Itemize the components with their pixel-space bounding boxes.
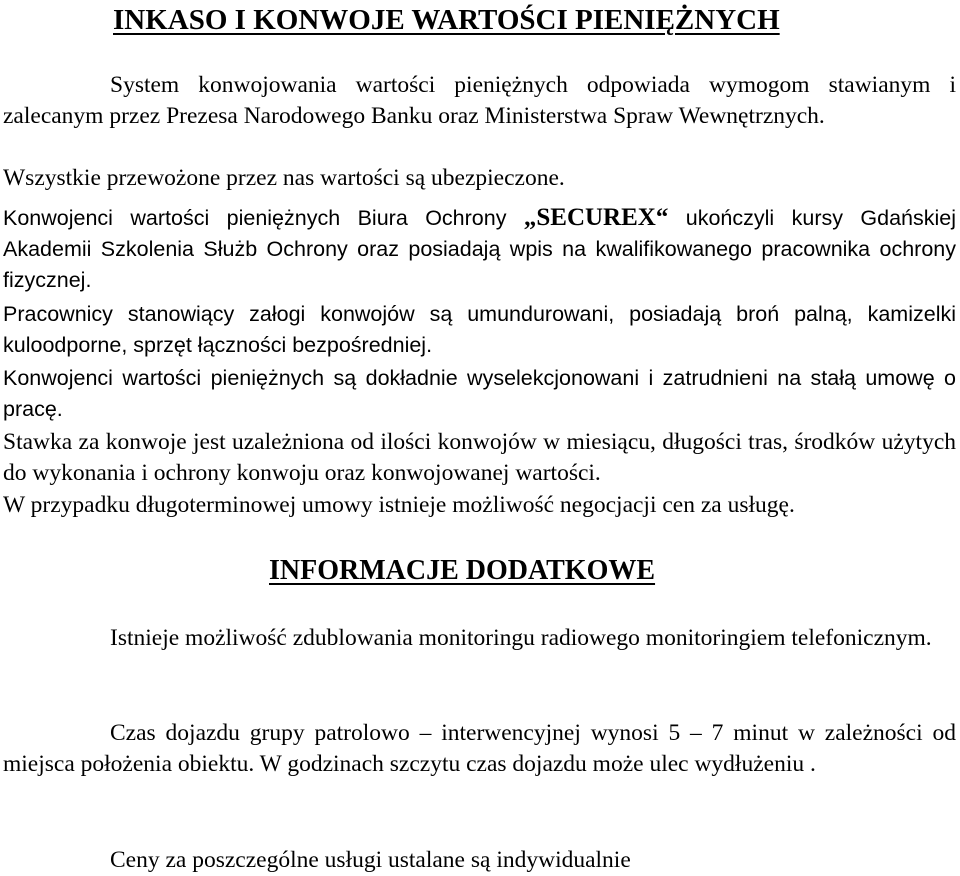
paragraph-insurance: Wszystkie przewożone przez nas wartości są ubezpieczone. bbox=[3, 165, 565, 191]
paragraph-individual-prices: Ceny za poszczególne usługi ustalane są indywidualnie bbox=[110, 847, 631, 873]
paragraph-negotiation: W przypadku długoterminowej umowy istnieje możliwość negocjacji cen za usługę. bbox=[3, 492, 795, 518]
paragraph-training-text-end: ukończyli kursy Gdańskiej Akademii Szkolenia Służb Ochrony oraz posiadają wpis na kwalifikowanego pracownika ochrony fizycznej. bbox=[3, 206, 956, 292]
paragraph-training bbox=[3, 202, 956, 296]
paragraph-standards: System konwojowania wartości pieniężnych odpowiada wymogom stawianym i zalecanym przez Prezesa Narodowego Banku oraz Ministerstwa Spraw Wewnętrznych. bbox=[3, 72, 956, 129]
brand-name: „SECUREX“ bbox=[523, 204, 669, 231]
paragraph-training-text-start: Konwojenci wartości pieniężnych Biura Ochrony bbox=[3, 206, 524, 230]
paragraph-equipment: Pracownicy stanowiący załogi konwojów są umundurowani, posiadają broń palną, kamizelki kuloodporne, sprzęt łączności bezpośredniej. bbox=[3, 302, 956, 357]
paragraph-monitoring: Istnieje możliwość zdublowania monitoringu radiowego monitoringiem telefonicznym. bbox=[110, 625, 932, 651]
paragraph-selection: Konwojenci wartości pieniężnych są dokładnie wyselekcjonowani i zatrudnieni na stałą umowę o pracę. bbox=[3, 366, 956, 421]
additional-info-heading: INFORMACJE DODATKOWE bbox=[269, 555, 656, 586]
paragraph-response-time: Czas dojazdu grupy patrolowo – interwencyjnej wynosi 5 – 7 minut w zależności od miejsca położenia obiektu. W godzinach szczytu czas dojazdu może ulec wydłużeniu . bbox=[3, 720, 956, 777]
document-title: INKASO I KONWOJE WARTOŚCI PIENIĘŻNYCH bbox=[113, 4, 780, 36]
paragraph-pricing: Stawka za konwoje jest uzależniona od ilości konwojów w miesiącu, długości tras, środków użytych do wykonania i ochrony konwoju oraz konwojowanej wartości. bbox=[3, 429, 956, 486]
